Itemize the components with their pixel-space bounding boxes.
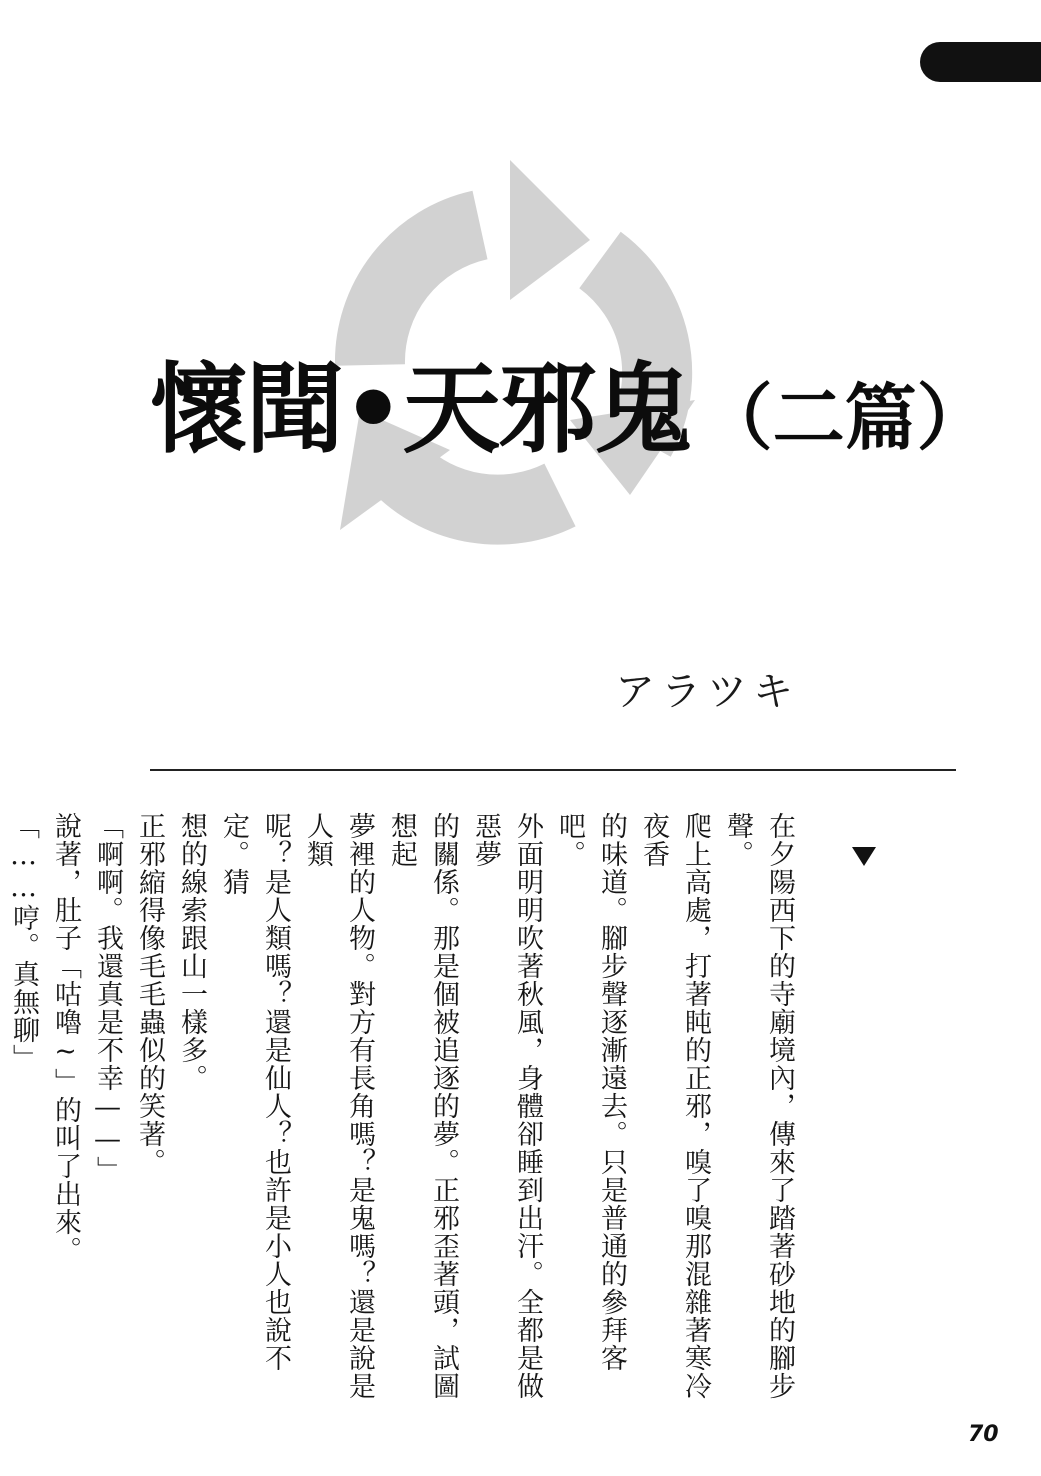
text-column: 想的線索跟山一樣多。 <box>176 812 207 1092</box>
text-column: 呢？是人類嗎？還是仙人？也許是小人也說不定。猜 <box>218 812 291 1372</box>
text-column: 在夕陽西下的寺廟境內，傳來了踏著砂地的腳步聲。 <box>722 812 795 1400</box>
page-number: 70 <box>968 1422 999 1447</box>
text-column: 「啊啊。我還真是不幸——」 <box>92 812 123 1184</box>
text-column: 「……哼。真無聊」 <box>8 812 39 1072</box>
text-column <box>0 812 2 1412</box>
text-column: 的味道。腳步聲逐漸遠去。只是普通的參拜客吧。 <box>554 812 627 1372</box>
text-column: 正邪縮得像毛毛蟲似的笑著。 <box>134 812 165 1176</box>
page-title <box>150 345 989 475</box>
title-main: 懷聞•天邪鬼 <box>150 353 691 467</box>
vertical-body-text <box>8 812 800 1412</box>
text-column: 說著，肚子「咕嚕~」的叫了出來。 <box>50 812 81 1264</box>
text-column: 外面明明吹著秋風，身體卻睡到出汗。全都是做惡夢 <box>470 812 543 1400</box>
corner-tab <box>920 42 1041 82</box>
title-suffix: （二篇） <box>700 376 989 460</box>
triangle-marker-icon <box>852 847 876 866</box>
text-column: 的關係。那是個被追逐的夢。正邪歪著頭，試圖想起 <box>386 812 459 1400</box>
author-name: アラツキ <box>615 669 799 715</box>
divider-rule <box>150 769 956 771</box>
text-column: 爬上高處，打著盹的正邪，嗅了嗅那混雜著寒冷夜香 <box>638 812 711 1400</box>
text-column: 夢裡的人物。對方有長角嗎？是鬼嗎？還是說是人類 <box>302 812 375 1400</box>
